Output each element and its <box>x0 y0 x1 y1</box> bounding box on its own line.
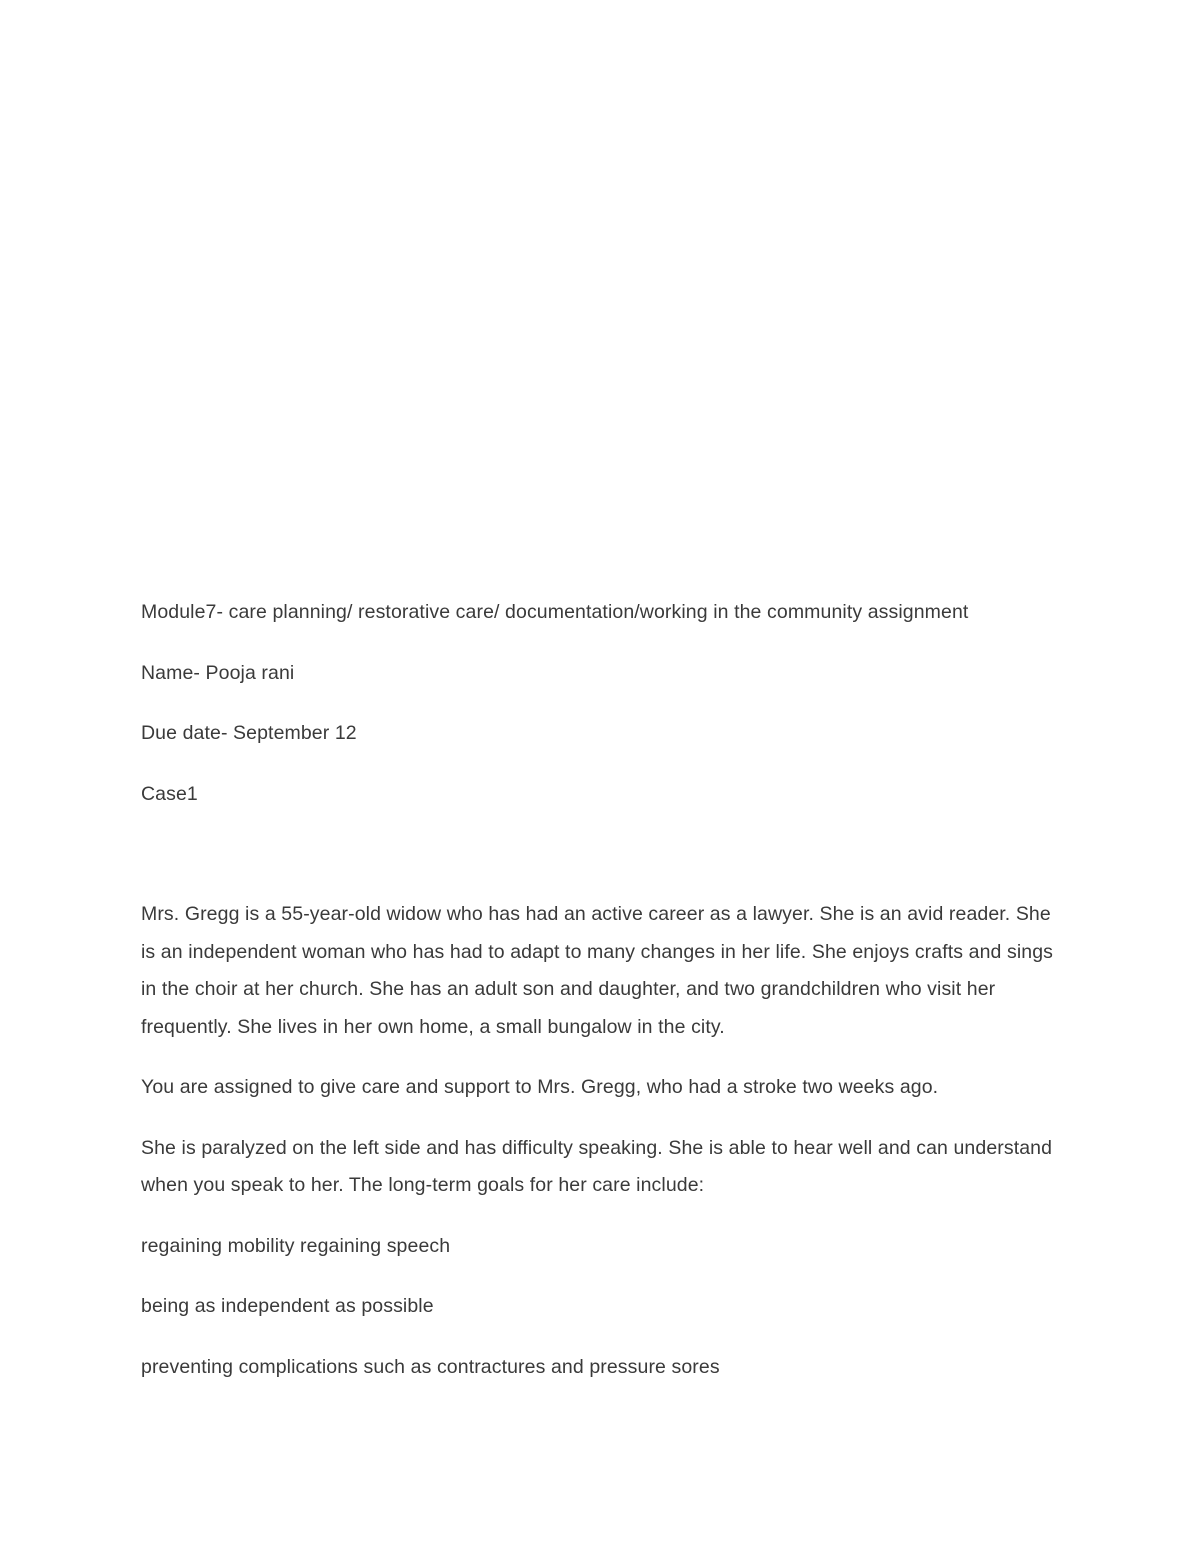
condition-paragraph: She is paralyzed on the left side and has difficulty speaking. She is able to hear well and can understand when you speak to her. The long-term goals for her care include: <box>141 1136 1053 1196</box>
goal-item: being as independent as possible <box>141 1295 434 1317</box>
assignment-paragraph: You are assigned to give care and support to Mrs. Gregg, who had a stroke two weeks ago. <box>141 1076 939 1098</box>
assignment-title: Module7- care planning/ restorative care/ documentation/working in the community assignment <box>141 601 969 623</box>
goal-item: preventing complications such as contractures and pressure sores <box>141 1355 720 1378</box>
student-name: Name- Pooja rani <box>141 661 295 684</box>
document-body <box>141 594 1056 1409</box>
case-label: Case1 <box>141 782 198 805</box>
goal-item: regaining mobility regaining speech <box>141 1234 451 1257</box>
due-date: Due date- September 12 <box>141 722 357 744</box>
case-description-paragraph: Mrs. Gregg is a 55-year-old widow who has had an active career as a lawyer. She is an avid reader. She is an independent woman who has had to adapt to many changes in her life. She enjoys crafts and sings in the choir at her church. She has an adult son and daughter, and two grandchildren who visit her frequently. She lives in her own home, a small bungalow in the city. <box>141 903 1054 1038</box>
